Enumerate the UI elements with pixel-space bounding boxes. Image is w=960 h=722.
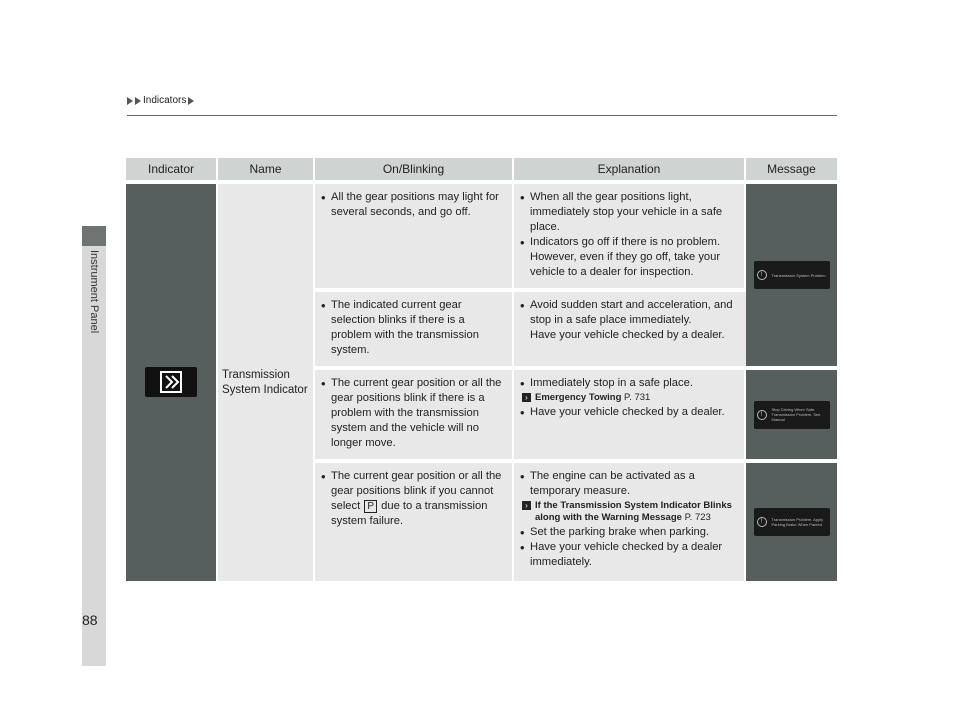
list-item: • Set the parking brake when parking. — [530, 525, 738, 540]
info-circle-icon: ! — [757, 410, 767, 420]
message-display — [754, 508, 830, 536]
indicator-cell — [126, 180, 218, 581]
list-item: • Have your vehicle checked by a dealer immediately. — [530, 540, 738, 570]
message-cell — [746, 459, 837, 581]
header-message: Message — [746, 158, 837, 180]
indicator-name: Transmission System Indicator — [218, 180, 315, 581]
arrow-reference-icon: › — [522, 393, 531, 402]
cross-reference[interactable] — [522, 392, 738, 404]
on-blinking-cell — [315, 459, 514, 581]
message-cell — [746, 366, 837, 459]
page-number: 88 — [82, 612, 98, 628]
list-item: • The indicated current gear selection blinks if there is a problem with the transmission system. — [331, 298, 506, 358]
header-on-blinking: On/Blinking — [315, 158, 514, 180]
breadcrumb-arrow-icon — [127, 97, 133, 105]
explanation-cell — [514, 180, 746, 288]
header-rule — [127, 115, 837, 116]
explanation-line: Have your vehicle checked by a dealer. — [530, 329, 725, 341]
breadcrumb-section[interactable]: Indicators — [143, 95, 187, 106]
side-tab-marker — [82, 226, 106, 246]
cross-reference[interactable] — [522, 500, 738, 524]
reference-page: P. 731 — [624, 392, 651, 403]
on-blinking-cell — [315, 366, 514, 459]
breadcrumb-arrow-icon — [188, 97, 194, 105]
reference-title[interactable]: If the Transmission System Indicator Blinks along with the Warning Message — [535, 500, 732, 523]
message-text: Transmission System Problem — [771, 272, 826, 278]
message-text: Transmission Problem. Apply Parking Brake When Parked — [771, 517, 824, 527]
explanation-line: Avoid sudden start and acceleration, and stop in a safe place immediately. — [530, 299, 733, 326]
reference-page: P. 723 — [684, 512, 711, 523]
gear-p-symbol: P — [364, 500, 377, 513]
list-item: • Indicators go off if there is no problem. However, even if they go off, take your vehicle to a dealer for inspection. — [530, 235, 738, 280]
list-item: • Immediately stop in a safe place. — [530, 376, 738, 391]
on-blinking-cell — [315, 180, 514, 288]
list-item — [331, 469, 506, 529]
header-explanation: Explanation — [514, 158, 746, 180]
list-item: • The engine can be activated as a temporary measure. — [530, 469, 738, 499]
list-item: • The current gear position or all the gear positions blink if there is a problem with the transmission system and the vehicle will no longer move. — [331, 376, 506, 451]
on-blinking-text: due to a transmission system failure. — [331, 500, 488, 527]
list-item — [530, 298, 740, 343]
breadcrumb-arrow-icon — [135, 97, 141, 105]
transmission-warning-icon — [145, 367, 197, 397]
on-blinking-text: The current gear position or all the gear positions blink if you cannot select — [331, 470, 502, 512]
header-name: Name — [218, 158, 315, 180]
message-text: Stop Driving When Safe. Transmission Problem. See Manual — [771, 407, 821, 422]
indicator-table — [126, 158, 837, 581]
info-circle-icon: ! — [757, 517, 767, 527]
list-item: • When all the gear positions light, immediately stop your vehicle in a safe place. — [530, 190, 738, 235]
breadcrumb — [127, 95, 194, 106]
arrow-reference-icon: › — [522, 501, 531, 510]
list-item: • Have your vehicle checked by a dealer. — [530, 405, 738, 420]
message-display — [754, 261, 830, 289]
explanation-cell — [514, 459, 746, 581]
table-header-row — [126, 158, 837, 180]
reference-title[interactable]: Emergency Towing — [535, 392, 622, 403]
message-display — [754, 401, 830, 429]
on-blinking-cell — [315, 288, 514, 366]
info-circle-icon: ! — [757, 270, 767, 280]
header-indicator: Indicator — [126, 158, 218, 180]
table-row — [126, 180, 837, 288]
side-section-label: Instrument Panel — [88, 250, 100, 334]
explanation-cell — [514, 366, 746, 459]
message-cell — [746, 180, 837, 366]
explanation-cell — [514, 288, 746, 366]
list-item: • All the gear positions may light for several seconds, and go off. — [331, 190, 506, 220]
